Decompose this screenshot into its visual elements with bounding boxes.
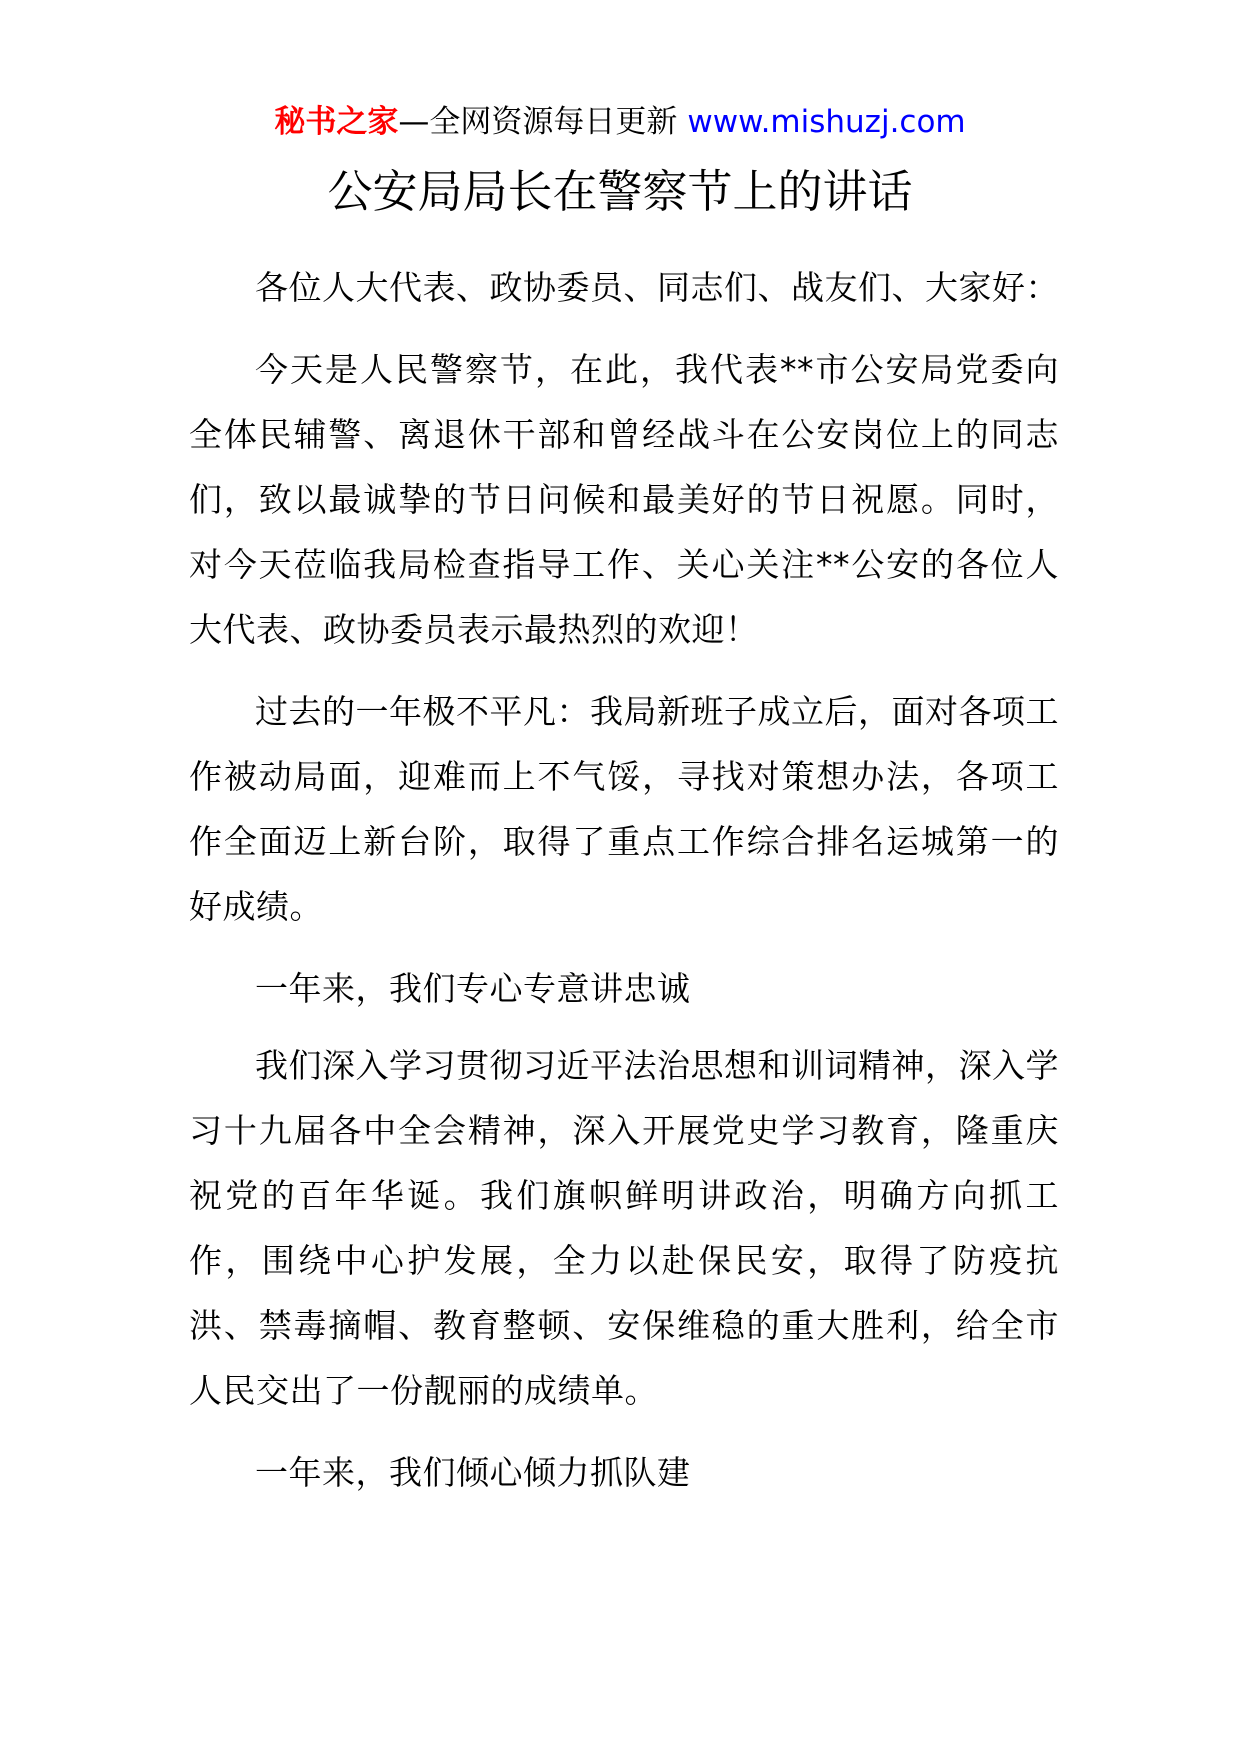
paragraph-section-team: 一年来，我们倾心倾力抓队建 bbox=[255, 1453, 691, 1492]
site-url: www.mishuzj.com bbox=[687, 104, 966, 140]
paragraph-opening: 今天是人民警察节，在此，我代表**市公安局党委向全体民辅警、离退休干部和曾经战斗在公安岗位上的同志们，致以最诚挚的节日问候和最美好的节日祝愿。同时，对今天莅临我局检查指导工作、关心关注**公安的各位人大代表、政协委员表示最热烈的欢迎！ bbox=[189, 350, 1059, 649]
paragraph-review: 过去的一年极不平凡：我局新班子成立后，面对各项工作被动局面，迎难而上不气馁，寻找对策想办法，各项工作全面迈上新台阶，取得了重点工作综合排名运城第一的好成绩。 bbox=[189, 692, 1059, 926]
document-title: 公安局局长在警察节上的讲话 bbox=[327, 165, 913, 218]
site-header bbox=[0, 100, 1240, 144]
brand-name: 秘书之家 bbox=[274, 104, 399, 140]
paragraph-greeting: 各位人大代表、政协委员、同志们、战友们、大家好： bbox=[255, 268, 1059, 307]
header-tagline: —全网资源每日更新 bbox=[398, 104, 678, 140]
paragraph-loyalty-detail: 我们深入学习贯彻习近平法治思想和训词精神，深入学习十九届各中全会精神，深入开展党史学习教育，隆重庆祝党的百年华诞。我们旗帜鲜明讲政治，明确方向抓工作，围绕中心护发展，全力以赴保民安，取得了防疫抗洪、禁毒摘帽、教育整顿、安保维稳的重大胜利，给全市人民交出了一份靓丽的成绩单。 bbox=[189, 1046, 1059, 1410]
paragraph-section-loyalty: 一年来，我们专心专意讲忠诚 bbox=[255, 969, 691, 1008]
document-body bbox=[189, 255, 1059, 1517]
